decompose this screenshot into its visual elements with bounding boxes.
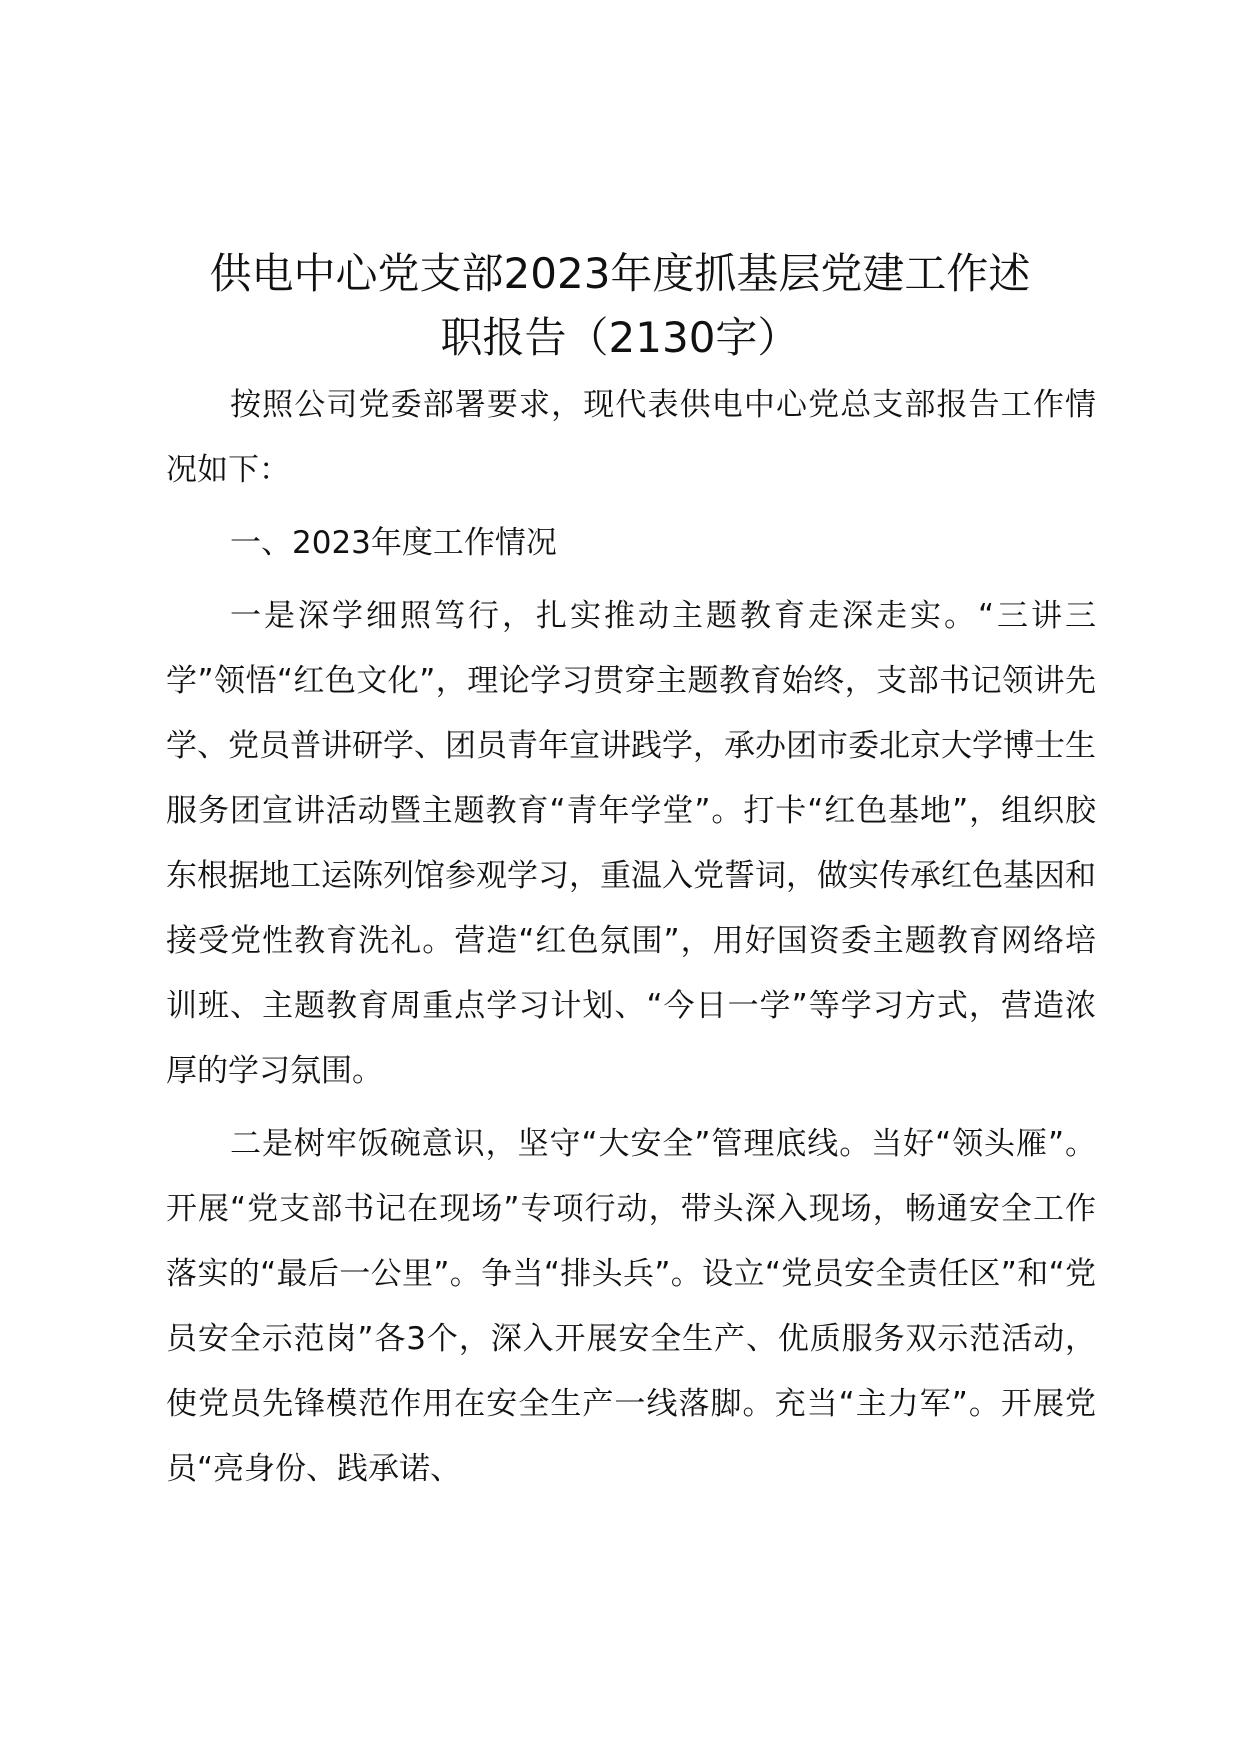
document-body [166, 373, 1096, 1502]
title-line-1: 供电中心党支部2023年度抓基层党建工作述 [209, 249, 1031, 298]
paragraph-1: 一是深学细照笃行，扎实推动主题教育走深走实。“三讲三学”领悟“红色文化”，理论学习贯穿主题教育始终，支部书记领讲先学、党员普讲研学、团员青年宣讲践学，承办团市委北京大学博士生服务团宣讲活动暨主题教育“青年学堂”。打卡“红色基地”，组织胶东根据地工运陈列馆参观学习，重温入党誓词，做实传承红色基因和接受党性教育洗礼。营造“红色氛围”，用好国资委主题教育网络培训班、主题教育周重点学习计划、“今日一学”等学习方式，营造浓厚的学习氛围。 [166, 598, 1096, 1089]
document-title [130, 242, 1110, 370]
paragraph-2: 二是树牢饭碗意识，坚守“大安全”管理底线。当好“领头雁”。开展“党支部书记在现场”专项行动，带头深入现场，畅通安全工作落实的“最后一公里”。争当“排头兵”。设立“党员安全责任区”和“党员安全示范岗”各3个，深入开展安全生产、优质服务双示范活动，使党员先锋模范作用在安全生产一线落脚。充当“主力军”。开展党员“亮身份、践承诺、 [166, 1126, 1096, 1487]
intro-paragraph: 按照公司党委部署要求，现代表供电中心党总支部报告工作情况如下： [166, 387, 1096, 488]
section-heading: 一、2023年度工作情况 [230, 525, 557, 561]
title-line-2: 职报告（2130字） [440, 313, 800, 362]
